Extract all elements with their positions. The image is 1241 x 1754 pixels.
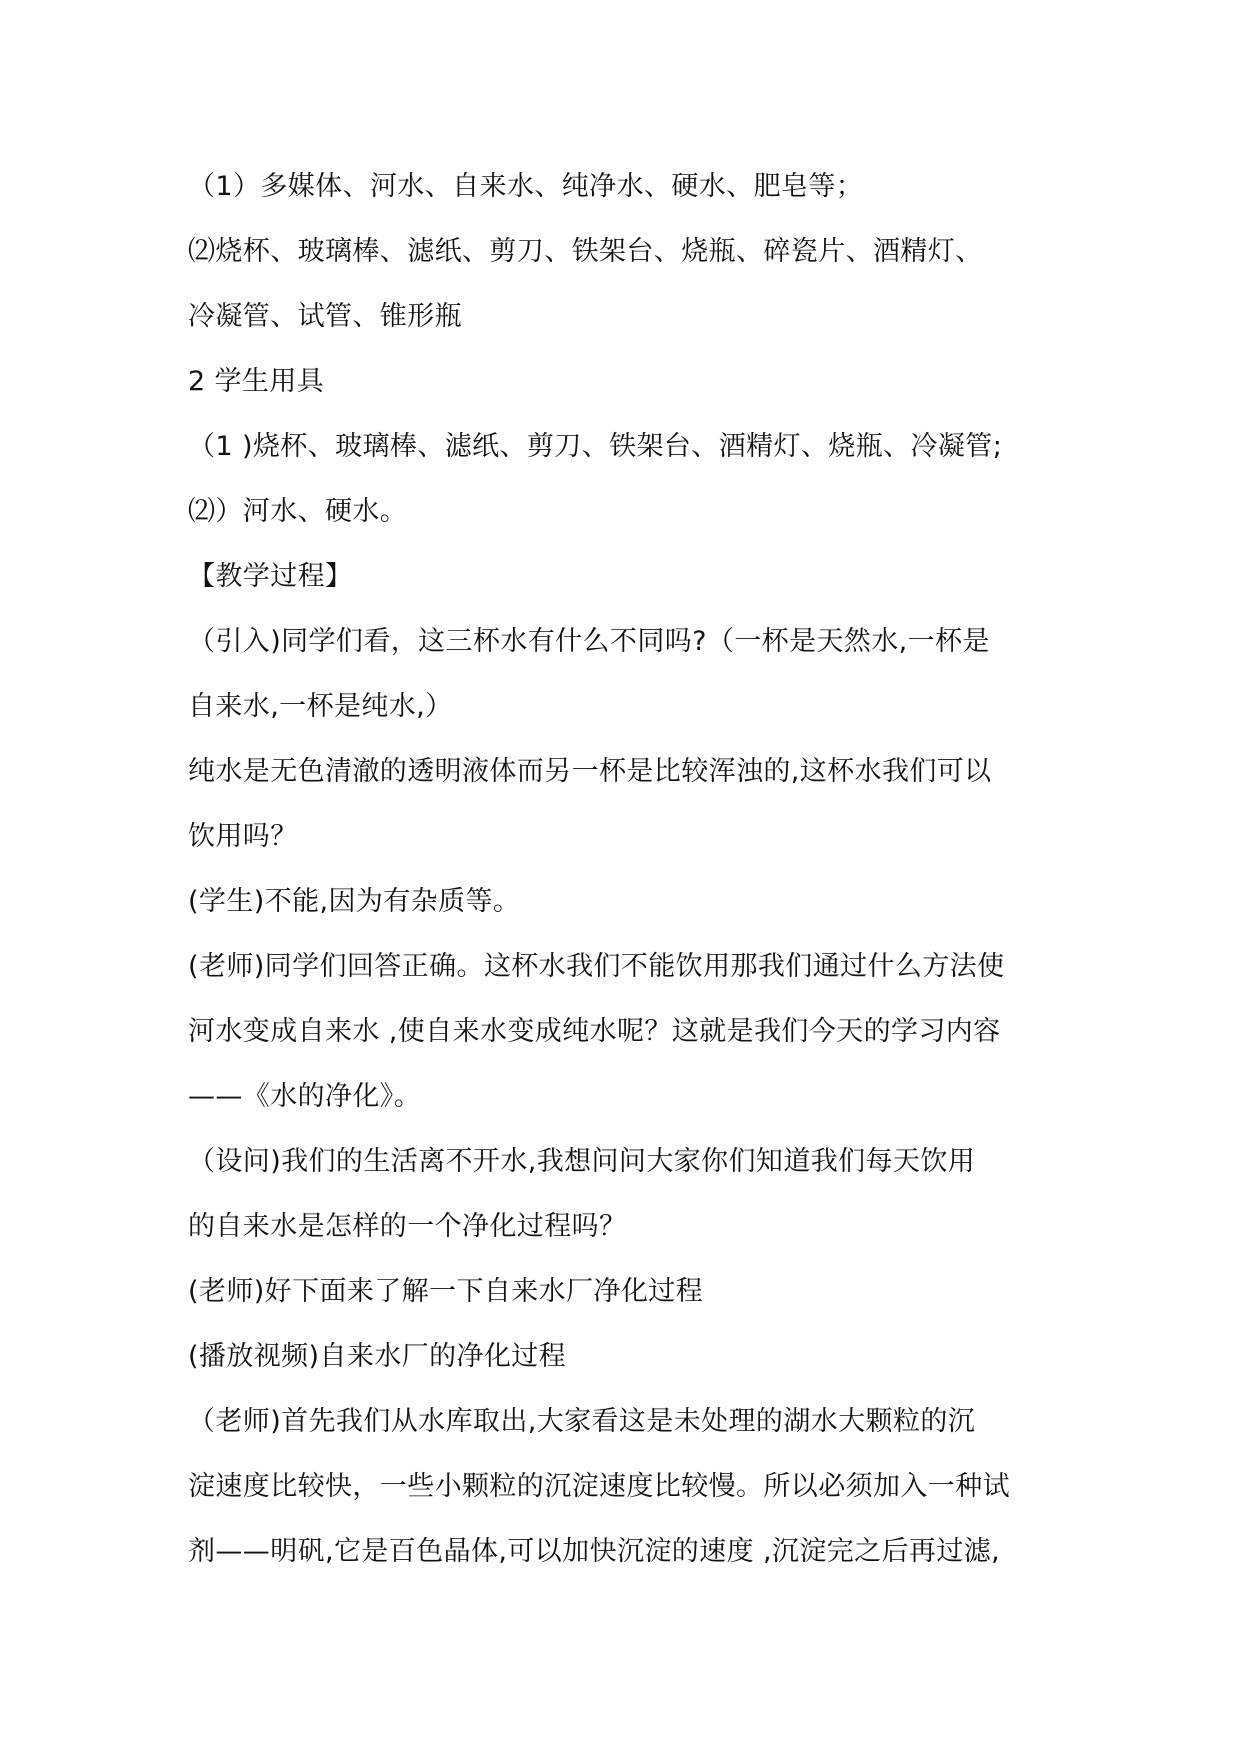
text-line: 河水变成自来水 ,使自来水变成纯水呢？这就是我们今天的学习内容 xyxy=(188,1016,1001,1047)
text-line: (学生)不能,因为有杂质等。 xyxy=(188,886,521,917)
text-line: (老师)同学们回答正确。这杯水我们不能饮用那我们通过什么方法使 xyxy=(188,951,1005,982)
text-line: 淀速度比较快，一些小颗粒的沉淀速度比较慢。所以必须加入一种试 xyxy=(188,1471,1010,1502)
text-line: 2 学生用具 xyxy=(188,366,325,397)
text-line: 冷凝管、试管、锥形瓶 xyxy=(188,301,462,332)
text-line: 纯水是无色清澈的透明液体而另一杯是比较浑浊的,这杯水我们可以 xyxy=(188,756,992,787)
text-line: ⑵烧杯、玻璃棒、滤纸、剪刀、铁架台、烧瓶、碎瓷片、酒精灯、 xyxy=(188,236,983,267)
text-line: （设问)我们的生活离不开水,我想问问大家你们知道我们每天饮用 xyxy=(188,1146,976,1177)
text-line: 饮用吗？ xyxy=(188,821,298,852)
text-line: （1）多媒体、河水、自来水、纯净水、硬水、肥皂等； xyxy=(188,171,864,202)
text-line: （1 )烧杯、玻璃棒、滤纸、剪刀、铁架台、酒精灯、烧瓶、冷凝管; xyxy=(188,431,1003,462)
text-line: (播放视频)自来水厂的净化过程 xyxy=(188,1341,567,1372)
text-line: ——《水的净化》。 xyxy=(188,1081,422,1112)
text-line: (老师)好下面来了解一下自来水厂净化过程 xyxy=(188,1276,704,1307)
text-line: ⑵）河水、硬水。 xyxy=(188,496,408,527)
text-line: （老师)首先我们从水库取出,大家看这是未处理的湖水大颗粒的沉 xyxy=(188,1406,976,1437)
text-line: （引入)同学们看，这三杯水有什么不同吗?（一杯是天然水,一杯是 xyxy=(188,626,990,657)
text-line: 剂——明矾,它是百色晶体,可以加快沉淀的速度 ,沉淀完之后再过滤, xyxy=(188,1536,1001,1567)
text-line: 的自来水是怎样的一个净化过程吗？ xyxy=(188,1211,627,1242)
section-heading: 【教学过程】 xyxy=(188,561,353,592)
text-line: 自来水,一杯是纯水,） xyxy=(188,691,453,722)
